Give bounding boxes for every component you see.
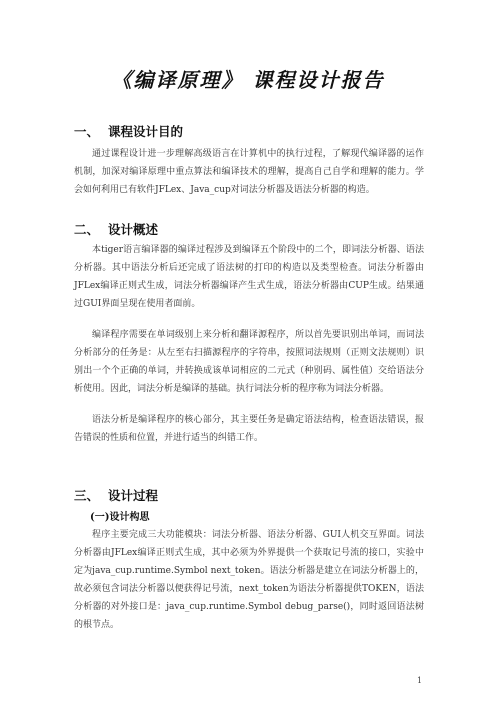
section-title: 设计概述 (108, 222, 159, 237)
section-heading-1 (74, 122, 183, 140)
section-number: 二、 (74, 222, 100, 237)
paragraph: 语法分析是编译程序的核心部分，其主要任务是确定语法结构，检查语法错误，报告错误的性质和位置，并进行适当的纠错工作。 (74, 415, 424, 443)
section-number: 三、 (74, 488, 100, 503)
paragraph: 编译程序需要在单词级别上来分析和翻译源程序，所以首先要识别出单词，而词法分析部分的任务是：从左至右扫描源程序的字符串，按照词法规则（正则文法规则）识别出一个个正确的单词，并转换成该单词相应的二元式（种别码、属性值）交给语法分析使用。因此，词法分析是编译的基础。执行词法分析的程序称为词法分析器。 (74, 330, 424, 394)
page-number: 1 (417, 676, 423, 685)
document-title: 《编译原理》 课程设计报告 (111, 68, 385, 92)
section-heading-2 (74, 220, 158, 238)
section-number: 一、 (74, 124, 100, 139)
section-title: 课程设计目的 (108, 124, 184, 139)
section-heading-3 (74, 486, 158, 504)
paragraph: 程序主要完成三大功能模块：词法分析器、语法分析器、GUI人机交互界面。词法分析器由JFLex编译正则式生成，其中必须为外界提供一个获取记号流的接口，实验中定为java_cup.runtime.Symbol next_token。语法分析器是建立在词法分析器上的，故必须包含词法分析器以便获得记号流，next_token为语法分析器提供TOKEN，语法分析器的对外接口是：java_cup.runtime.Symbol debug_parse()，同时返回语法树的根节点。 (74, 530, 424, 630)
paragraph: 通过课程设计进一步理解高级语言在计算机中的执行过程，了解现代编译器的运作机制，加深对编译原理中重点算法和编译技术的理解，提高自己自学和理解的能力。学会如何利用已有软件JFLex、Java_cup对词法分析器及语法分析器的构造。 (74, 149, 424, 195)
subsection-heading: (一)设计构思 (90, 512, 150, 523)
section-title: 设计过程 (108, 488, 159, 503)
paragraph: 本tiger语言编译器的编译过程涉及到编译五个阶段中的二个，即词法分析器、语法分析器。其中语法分析后还完成了语法树的打印的构造以及类型检查。词法分析器由JFLex编译正则式生成，词法分析器编译产生式生成，语法分析器由CUP生成。结果通过GUI界面呈现在使用者面前。 (74, 245, 424, 309)
